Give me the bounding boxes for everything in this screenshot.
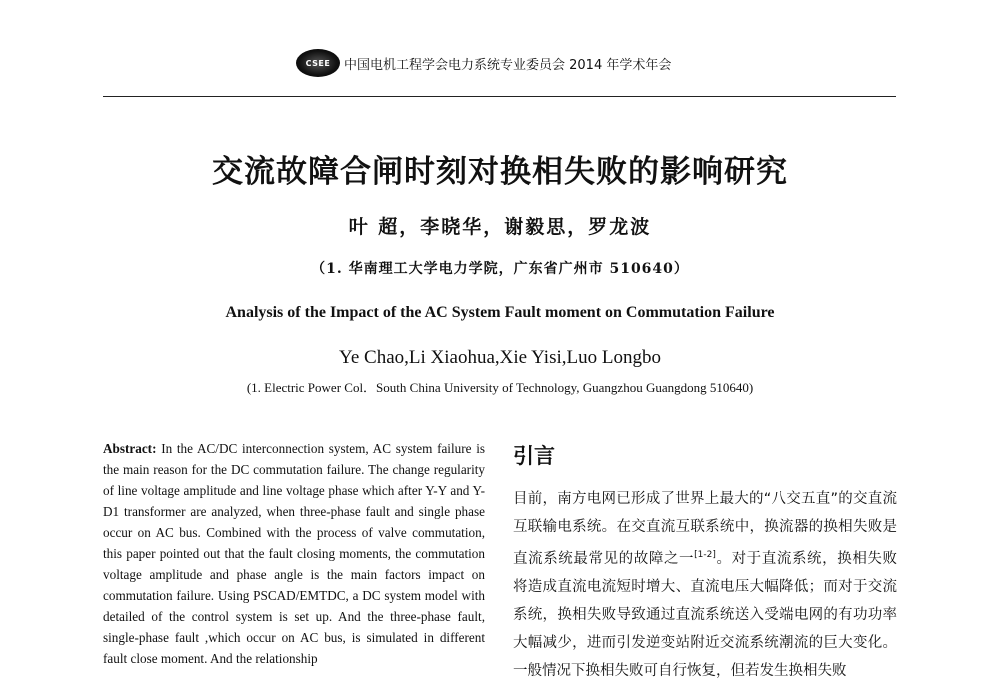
citation[interactable]: [1-2]: [694, 550, 716, 560]
authors-en: Ye Chao,Li Xiaohua,Xie Yisi,Luo Longbo: [339, 347, 661, 368]
authors-cn: 叶 超，李晓华，谢毅思，罗龙波: [348, 216, 652, 238]
logo-text: CSEE: [305, 58, 331, 68]
conference-name: 中国电机工程学会电力系统专业委员会 2014 年学术年会: [344, 57, 672, 73]
paper-title-cn: 交流故障合闸时刻对换相失败的影响研究: [212, 154, 788, 190]
affiliation-en: (1. Electric Power Col．South China University of Technology, Guangzhou Guangdong 510640): [246, 380, 754, 395]
abstract-label: Abstract:: [103, 441, 157, 456]
section-heading-intro: 引言: [513, 444, 555, 468]
intro-paragraph: [513, 485, 897, 685]
header-divider: [103, 96, 896, 97]
abstract: [103, 438, 485, 669]
affiliation-cn: （1. 华南理工大学电力学院，广东省广州市 510640）: [311, 261, 689, 277]
intro-text-2: 。对于直流系统，换相失败将造成直流电流短时增大、直流电压大幅降低；而对于交流系统，换相失败导致通过直流系统送入受端电网的有功功率大幅减少，进而引发逆变站附近交流系统潮流的巨大变化。一般情况下换相失败可自行恢复，但若发生换相失败: [513, 550, 898, 679]
paper-title-en: Analysis of the Impact of the AC System Fault moment on Commutation Failure: [225, 304, 775, 321]
conference-logo: [296, 49, 340, 77]
intro-text-1: 目前，南方电网已形成了世界上最大的“八交五直”的交直流互联输电系统。在交直流互联系统中，换流器的换相失败是直流系统最常见的故障之一: [513, 491, 897, 567]
conference-header: [296, 48, 671, 78]
abstract-text: In the AC/DC interconnection system, AC system failure is the main reason for the DC commutation failure. The change regularity of line voltage amplitude and line voltage phase which after Y-Y and Y-D1 transformer are analyzed, when three-phase fault and single phase occur on AC bus. Combined with the process of valve commutation, this paper pointed out that the fault closing moments, the commutation voltage amplitude and phase angle is the main factors impact on commutation failure. Using PSCAD/EMTDC, a DC system model with detailed of the control system is set up. And the three-phase fault, single-phase fault ,which occur on AC bus, is simulated in different fault close moment. And the relationship: [103, 441, 485, 666]
